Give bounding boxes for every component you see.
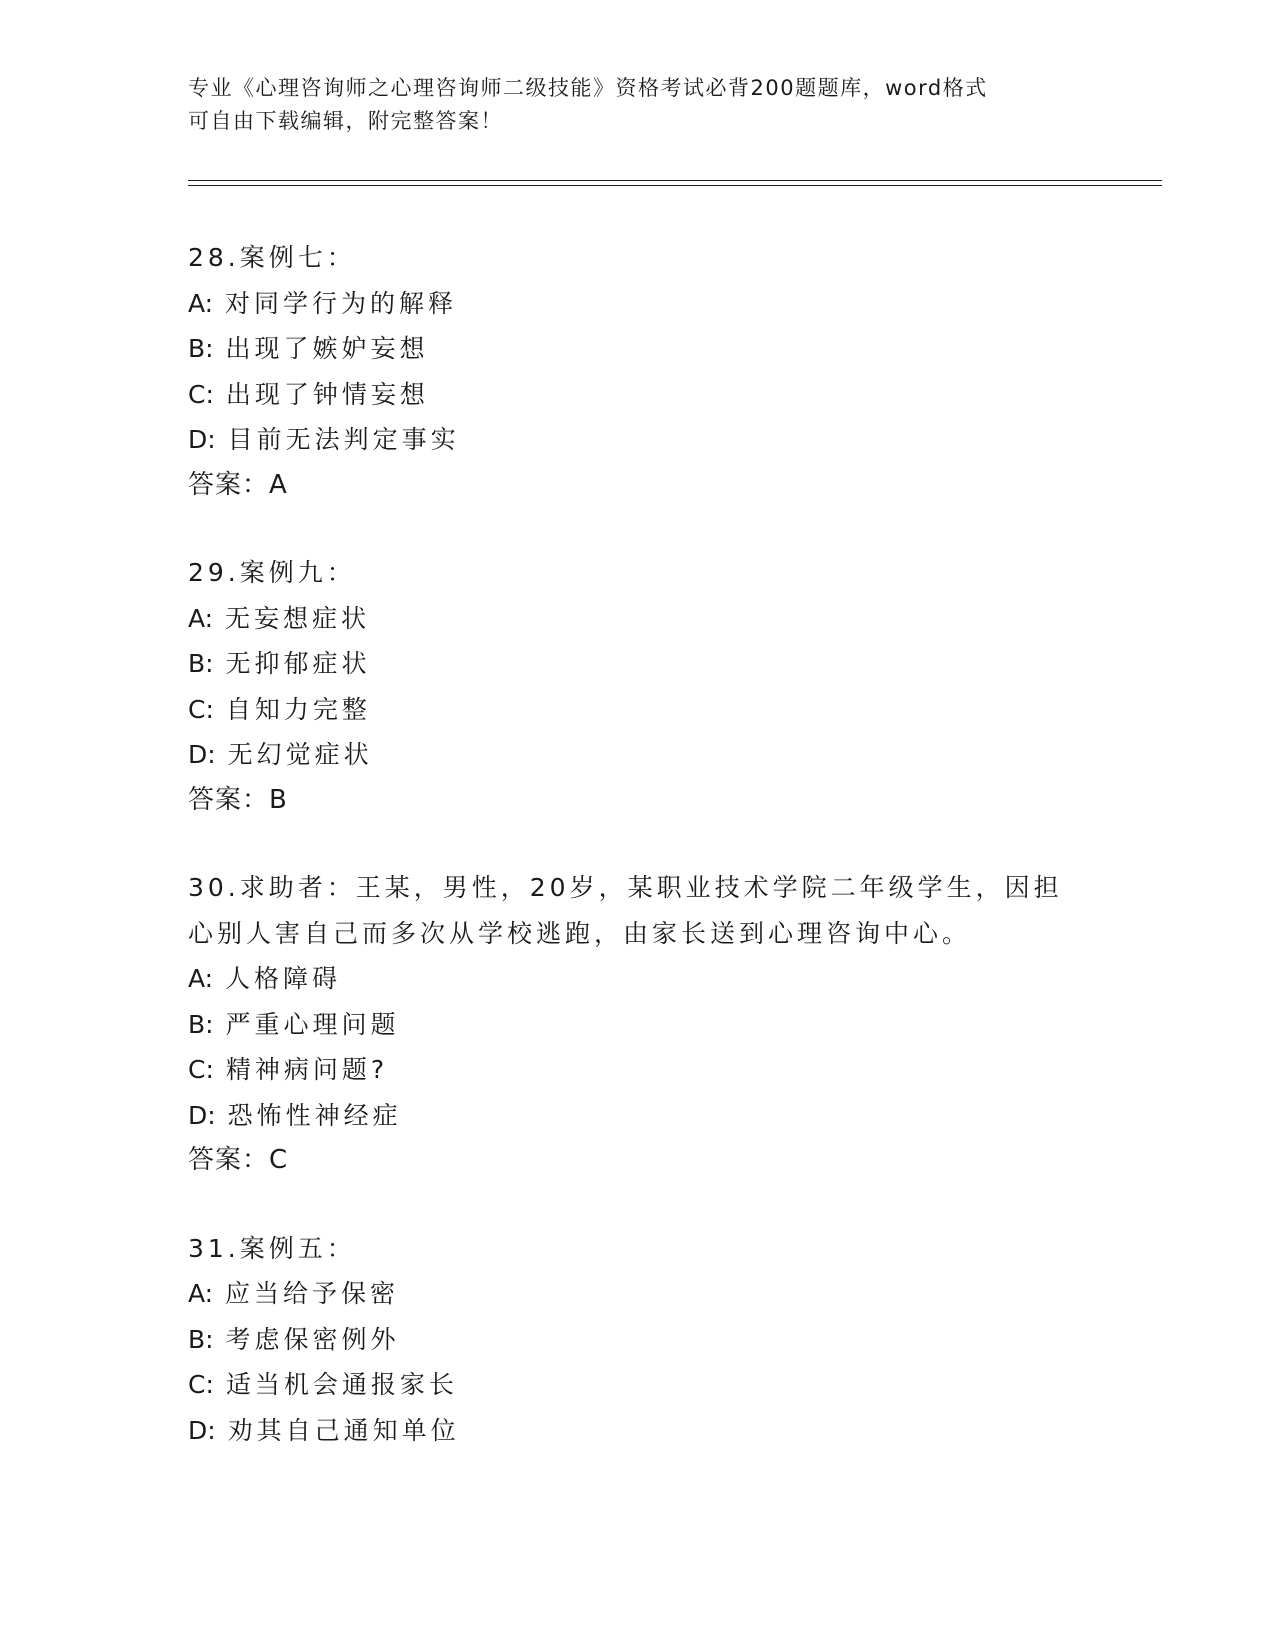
option-letter: A: (188, 1279, 214, 1308)
option-text: 无妄想症状 (225, 603, 371, 633)
answer-key: 答案：A (188, 469, 288, 500)
question-stem: 28.案例七： (188, 243, 356, 272)
header-divider-bottom (188, 185, 1162, 186)
question-29 (188, 550, 1088, 823)
question-stem: 31.案例五： (188, 1233, 356, 1263)
option-c (188, 372, 1088, 418)
question-stem: 29.案例九： (188, 558, 356, 587)
option-a (188, 1271, 1088, 1317)
option-b (188, 1002, 1088, 1048)
option-letter: A: (188, 288, 214, 318)
option-letter: A: (188, 964, 214, 993)
option-b (188, 1317, 1088, 1363)
answer-key: 答案：B (188, 784, 288, 815)
option-letter: B: (188, 1009, 214, 1039)
option-text: 对同学行为的解释 (225, 288, 458, 318)
option-letter: B: (188, 1324, 214, 1354)
option-a (188, 956, 1088, 1002)
option-text: 出现了嫉妒妄想 (225, 334, 429, 363)
option-text: 恐怖性神经症 (227, 1100, 402, 1130)
option-letter: D: (188, 1415, 216, 1445)
option-text: 应当给予保密 (225, 1279, 400, 1308)
option-letter: B: (188, 334, 214, 363)
option-text: 人格障碍 (225, 964, 342, 993)
option-letter: C: (188, 694, 214, 724)
option-c (188, 1047, 1088, 1093)
option-c (188, 1362, 1088, 1408)
option-letter: C: (188, 1055, 214, 1084)
header-divider-top (188, 180, 1162, 181)
option-text: 考虑保密例外 (225, 1324, 400, 1354)
option-a (188, 596, 1088, 642)
option-text: 严重心理问题 (225, 1009, 400, 1039)
answer-key: 答案：C (188, 1145, 289, 1175)
option-b (188, 326, 1088, 372)
question-stem: 30.求助者：王某，男性，20岁，某职业技术学院二年级学生，因担心别人害自己而多次从学校逃跑，由家长送到心理咨询中心。 (188, 873, 1063, 948)
option-b (188, 641, 1088, 687)
question-list (188, 235, 1088, 1495)
option-a (188, 281, 1088, 327)
option-c (188, 687, 1088, 733)
option-letter: B: (188, 649, 214, 678)
option-letter: C: (188, 379, 214, 409)
option-d (188, 1093, 1088, 1139)
option-letter: C: (188, 1370, 214, 1399)
option-d (188, 1408, 1088, 1454)
option-d (188, 732, 1088, 778)
header-line-2: 可自由下载编辑，附完整答案！ (188, 109, 503, 133)
option-d (188, 417, 1088, 463)
header-line-1: 专业《心理咨询师之心理咨询师二级技能》资格考试必背200题题库，word格式 (188, 76, 988, 100)
option-letter: D: (188, 425, 216, 454)
question-28 (188, 235, 1088, 508)
option-text: 精神病问题? (225, 1055, 389, 1084)
option-text: 适当机会通报家长 (225, 1370, 458, 1399)
option-letter: A: (188, 603, 214, 633)
question-31 (188, 1226, 1088, 1454)
document-header (188, 72, 1088, 138)
option-text: 劝其自己通知单位 (227, 1415, 460, 1445)
option-text: 目前无法判定事实 (227, 425, 460, 454)
option-text: 出现了钟情妄想 (225, 379, 429, 409)
option-text: 无抑郁症状 (225, 649, 371, 678)
question-30 (188, 865, 1088, 1184)
option-text: 无幻觉症状 (227, 740, 373, 769)
option-letter: D: (188, 1100, 216, 1130)
option-letter: D: (188, 740, 216, 769)
option-text: 自知力完整 (225, 694, 371, 724)
